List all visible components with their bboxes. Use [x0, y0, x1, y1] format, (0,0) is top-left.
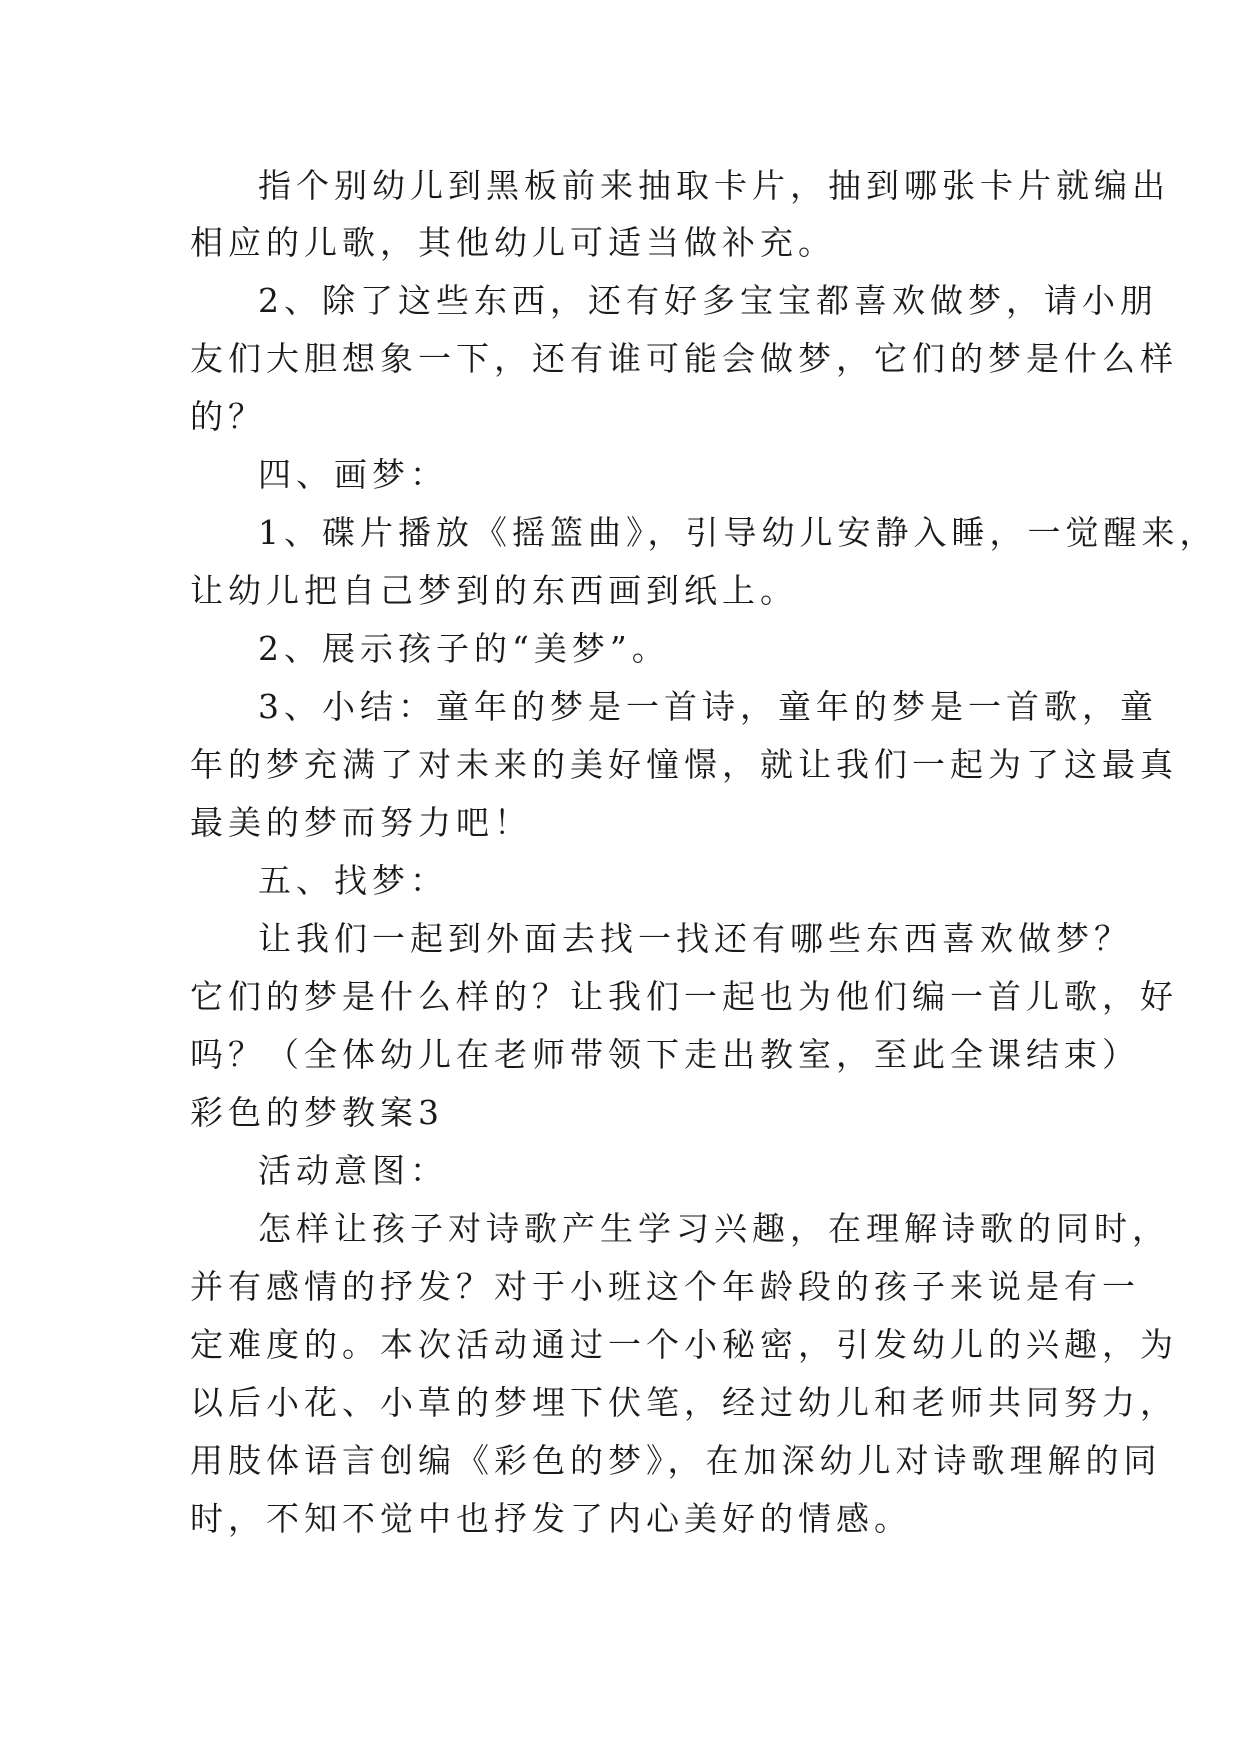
text-line: 友们大胆想象一下，还有谁可能会做梦，它们的梦是什么样	[190, 339, 1178, 378]
text-line: 最美的梦而努力吧！	[190, 803, 532, 842]
text-line: 3、小结：童年的梦是一首诗，童年的梦是一首歌，童	[258, 687, 1158, 726]
text-line: 定难度的。本次活动通过一个小秘密，引发幼儿的兴趣，为	[190, 1325, 1178, 1364]
text-line: 它们的梦是什么样的？让我们一起也为他们编一首儿歌，好	[190, 977, 1178, 1016]
text-line: 怎样让孩子对诗歌产生学习兴趣，在理解诗歌的同时，	[258, 1209, 1170, 1248]
text-line: 让幼儿把自己梦到的东西画到纸上。	[190, 571, 798, 610]
text-line: 让我们一起到外面去找一找还有哪些东西喜欢做梦？	[258, 919, 1132, 958]
text-line: 相应的儿歌，其他幼儿可适当做补充。	[190, 223, 836, 262]
section-heading: 五、找梦：	[258, 861, 448, 900]
text-line: 用肢体语言创编《彩色的梦》，在加深幼儿对诗歌理解的同	[190, 1441, 1162, 1480]
text-line: 2、展示孩子的“美梦”。	[258, 629, 670, 668]
section-heading: 活动意图：	[258, 1151, 448, 1190]
text-line: 的？	[190, 397, 266, 436]
section-heading: 四、画梦：	[258, 455, 448, 494]
text-line: 指个别幼儿到黑板前来抽取卡片，抽到哪张卡片就编出	[258, 166, 1170, 205]
text-line: 以后小花、小草的梦埋下伏笔，经过幼儿和老师共同努力，	[190, 1383, 1178, 1422]
text-line: 吗？（全体幼儿在老师带领下走出教室，至此全课结束）	[190, 1035, 1140, 1074]
document-title: 彩色的梦教案3	[190, 1093, 444, 1132]
text-line: 2、除了这些东西，还有好多宝宝都喜欢做梦，请小朋	[258, 281, 1158, 320]
text-line: 并有感情的抒发？对于小班这个年龄段的孩子来说是有一	[190, 1267, 1140, 1306]
text-line: 时，不知不觉中也抒发了内心美好的情感。	[190, 1499, 912, 1538]
text-line: 1、碟片播放《摇篮曲》，引导幼儿安静入睡，一觉醒来，	[258, 513, 1218, 552]
text-line: 年的梦充满了对未来的美好憧憬，就让我们一起为了这最真	[190, 745, 1178, 784]
